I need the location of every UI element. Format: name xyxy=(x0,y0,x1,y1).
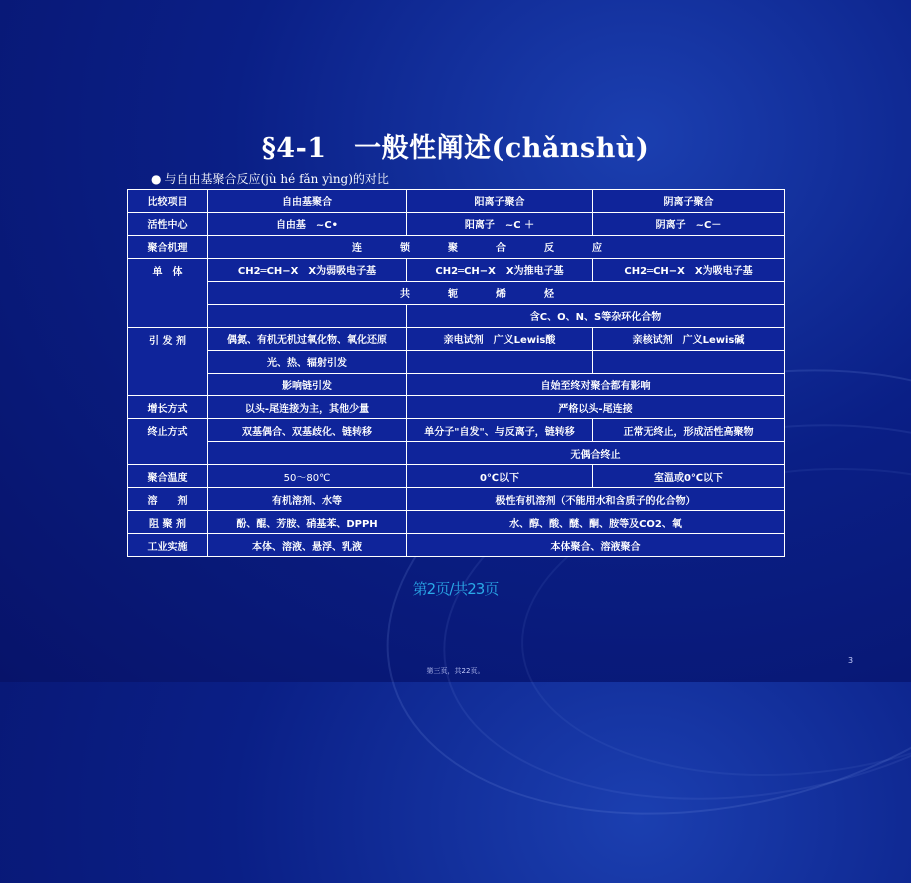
table-cell: 双基偶合、双基歧化、链转移 xyxy=(208,419,407,442)
row-label: 单 体 xyxy=(128,258,208,327)
table-cell: 阴离子 ~C－ xyxy=(593,212,785,235)
row-label: 活性中心 xyxy=(128,212,208,235)
table-cell: 0℃以下 xyxy=(407,465,593,488)
table-cell: 亲电试剂 广义Lewis酸 xyxy=(407,327,593,350)
table-row-industry xyxy=(128,534,785,557)
table-cell: 自由基 ~C• xyxy=(208,212,407,235)
table-cell: 亲核试剂 广义Lewis碱 xyxy=(593,327,785,350)
table-row-mechanism xyxy=(128,235,785,258)
table-row-monomer xyxy=(128,258,785,281)
header-cell: 比较项目 xyxy=(128,190,208,213)
table-cell: 室温或0℃以下 xyxy=(593,465,785,488)
row-label: 终止方式 xyxy=(128,419,208,465)
table-cell: CH2═CH−X X为推电子基 xyxy=(407,258,593,281)
table-cell: 水、醇、酸、醚、酮、胺等及CO2、氧 xyxy=(407,511,785,534)
table-cell: 本体、溶液、悬浮、乳液 xyxy=(208,534,407,557)
table-cell: 极性有机溶剂（不能用水和含质子的化合物） xyxy=(407,488,785,511)
table-row-active-center xyxy=(128,212,785,235)
table-cell: 本体聚合、溶液聚合 xyxy=(407,534,785,557)
table-cell: 连锁聚合反应 xyxy=(208,235,785,258)
header-cell: 自由基聚合 xyxy=(208,190,407,213)
table-cell: CH2═CH−X X为弱吸电子基 xyxy=(208,258,407,281)
table-row-termination xyxy=(128,419,785,442)
table-cell: 含C、O、N、S等杂环化合物 xyxy=(407,304,785,327)
row-label: 引 发 剂 xyxy=(128,327,208,396)
subtitle xyxy=(151,170,389,187)
table-cell: 光、热、辐射引发 xyxy=(208,350,407,373)
table-row-initiator-2 xyxy=(128,350,785,373)
table-cell: 影响链引发 xyxy=(208,373,407,396)
table-cell: 50～80℃ xyxy=(208,465,407,488)
table-cell: 以头-尾连接为主，其他少量 xyxy=(208,396,407,419)
table-cell xyxy=(593,350,785,373)
table-cell: 酚、醌、芳胺、硝基苯、DPPH xyxy=(208,511,407,534)
row-label: 聚合机理 xyxy=(128,235,208,258)
table-cell: 自始至终对聚合都有影响 xyxy=(407,373,785,396)
table-cell xyxy=(407,350,593,373)
table-cell xyxy=(208,442,407,465)
table-cell: 有机溶剂、水等 xyxy=(208,488,407,511)
table-row-growth xyxy=(128,396,785,419)
subtitle-text: 与自由基聚合反应(jù hé fǎn yìng)的对比 xyxy=(164,172,389,186)
table-row-initiator-3 xyxy=(128,373,785,396)
table-cell: 偶氮、有机无机过氧化物、氧化还原 xyxy=(208,327,407,350)
table-cell: 阳离子 ~C ＋ xyxy=(407,212,593,235)
table-cell: CH2═CH−X X为吸电子基 xyxy=(593,258,785,281)
table-row-initiator xyxy=(128,327,785,350)
row-label: 溶 剂 xyxy=(128,488,208,511)
row-label: 阻 聚 剂 xyxy=(128,511,208,534)
row-label: 聚合温度 xyxy=(128,465,208,488)
table-row-header xyxy=(128,190,785,213)
table-cell: 单分子"自发"、与反离子，链转移 xyxy=(407,419,593,442)
header-cell: 阴离子聚合 xyxy=(593,190,785,213)
slide-title: §4-1 一般性阐述(chǎnshù) xyxy=(261,133,650,164)
comparison-table xyxy=(127,189,785,557)
table-cell: 严格以头-尾连接 xyxy=(407,396,785,419)
table-cell: 共轭烯烃 xyxy=(208,281,785,304)
table-row-monomer-common xyxy=(128,281,785,304)
table-row-inhibitor xyxy=(128,511,785,534)
row-label: 工业实施 xyxy=(128,534,208,557)
header-cell: 阳离子聚合 xyxy=(407,190,593,213)
page-indicator: 第2页/共23页 xyxy=(412,580,499,598)
table-row-termination-2 xyxy=(128,442,785,465)
footer-text: 第三页，共22页。 xyxy=(426,667,485,675)
table-row-temperature xyxy=(128,465,785,488)
row-label: 增长方式 xyxy=(128,396,208,419)
table-cell: 无偶合终止 xyxy=(407,442,785,465)
table-row-monomer-hetero xyxy=(128,304,785,327)
table-row-solvent xyxy=(128,488,785,511)
table-cell: 正常无终止，形成活性高聚物 xyxy=(593,419,785,442)
bullet-icon: ● xyxy=(151,172,162,186)
table-cell xyxy=(208,304,407,327)
slide-number: 3 xyxy=(848,656,854,665)
